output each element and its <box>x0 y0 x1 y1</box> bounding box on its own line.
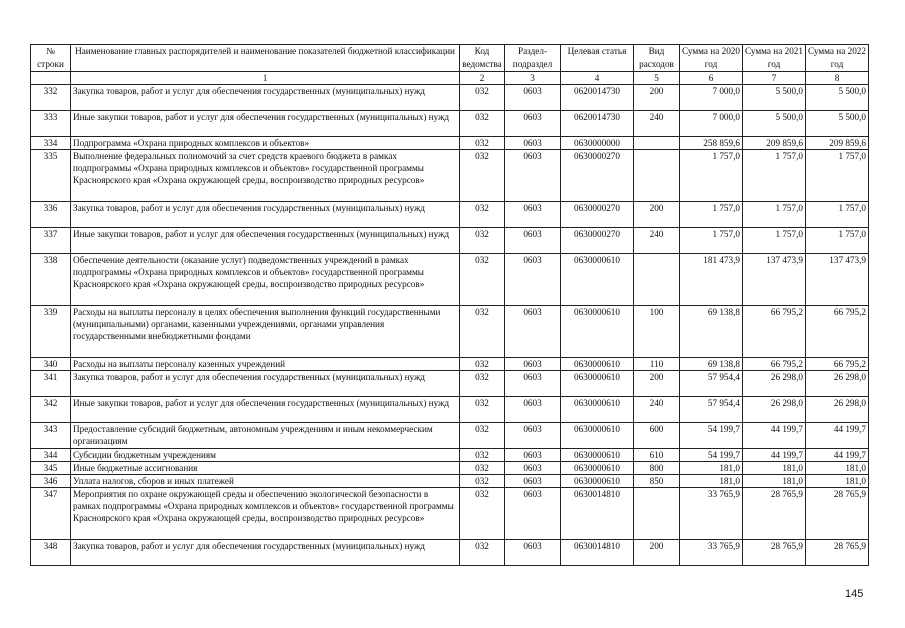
row-number: 340 <box>31 358 71 371</box>
row-number: 341 <box>31 371 71 397</box>
department-code: 032 <box>460 306 505 358</box>
table-row <box>31 150 869 202</box>
section-code: 0603 <box>505 488 561 540</box>
sum-2021: 44 199,7 <box>743 449 806 462</box>
row-number: 339 <box>31 306 71 358</box>
sum-2021: 26 298,0 <box>743 371 806 397</box>
sum-2020: 1 757,0 <box>680 202 743 228</box>
row-number: 345 <box>31 462 71 475</box>
table-row <box>31 449 869 462</box>
column-number: 3 <box>505 72 561 85</box>
row-number: 334 <box>31 137 71 150</box>
section-code: 0603 <box>505 449 561 462</box>
sum-2021: 181,0 <box>743 475 806 488</box>
table-row <box>31 488 869 540</box>
sum-2022: 181,0 <box>806 475 869 488</box>
department-code: 032 <box>460 358 505 371</box>
target-article: 0630000610 <box>561 397 634 423</box>
section-code: 0603 <box>505 306 561 358</box>
sum-2020: 57 954,4 <box>680 371 743 397</box>
sum-2020: 69 138,8 <box>680 358 743 371</box>
header-sum-2020: Сумма на 2020 год <box>680 45 743 72</box>
sum-2021: 28 765,9 <box>743 540 806 566</box>
sum-2021: 5 500,0 <box>743 85 806 111</box>
sum-2022: 44 199,7 <box>806 449 869 462</box>
target-article: 0630000000 <box>561 137 634 150</box>
header-row-number: № строки <box>31 45 71 72</box>
sum-2020: 33 765,9 <box>680 540 743 566</box>
table-row <box>31 111 869 137</box>
department-code: 032 <box>460 150 505 202</box>
target-article: 0630000610 <box>561 358 634 371</box>
sum-2021: 137 473,9 <box>743 254 806 306</box>
target-article: 0630000610 <box>561 475 634 488</box>
table-row <box>31 423 869 449</box>
section-code: 0603 <box>505 137 561 150</box>
expense-type: 200 <box>634 540 680 566</box>
target-article: 0630000270 <box>561 202 634 228</box>
table-row <box>31 254 869 306</box>
row-name: Закупка товаров, работ и услуг для обеспечения государственных (муниципальных) нужд <box>71 202 460 228</box>
sum-2021: 26 298,0 <box>743 397 806 423</box>
row-name: Расходы на выплаты персоналу в целях обеспечения выполнения функций государственными (муниципальными) органами, казенными учреждениями, органами управления государственными внебюджетными фондами <box>71 306 460 358</box>
sum-2021: 28 765,9 <box>743 488 806 540</box>
table-row <box>31 137 869 150</box>
sum-2020: 69 138,8 <box>680 306 743 358</box>
sum-2022: 66 795,2 <box>806 306 869 358</box>
row-name: Подпрограмма «Охрана природных комплексов и объектов» <box>71 137 460 150</box>
row-name: Субсидии бюджетным учреждениям <box>71 449 460 462</box>
target-article: 0630000610 <box>561 423 634 449</box>
department-code: 032 <box>460 202 505 228</box>
header-expense-type: Вид расходов <box>634 45 680 72</box>
section-code: 0603 <box>505 475 561 488</box>
target-article: 0630000270 <box>561 150 634 202</box>
expense-type: 200 <box>634 85 680 111</box>
expense-type <box>634 150 680 202</box>
department-code: 032 <box>460 462 505 475</box>
sum-2022: 5 500,0 <box>806 85 869 111</box>
expense-type: 240 <box>634 397 680 423</box>
budget-table <box>30 44 869 566</box>
row-name: Иные закупки товаров, работ и услуг для обеспечения государственных (муниципальных) нужд <box>71 397 460 423</box>
sum-2020: 57 954,4 <box>680 397 743 423</box>
row-name: Предоставление субсидий бюджетным, автономным учреждениям и иным некоммерческим организациям <box>71 423 460 449</box>
department-code: 032 <box>460 488 505 540</box>
expense-type <box>634 488 680 540</box>
row-number: 337 <box>31 228 71 254</box>
expense-type: 610 <box>634 449 680 462</box>
expense-type: 200 <box>634 371 680 397</box>
row-number: 333 <box>31 111 71 137</box>
sum-2022: 5 500,0 <box>806 111 869 137</box>
sum-2022: 26 298,0 <box>806 397 869 423</box>
section-code: 0603 <box>505 85 561 111</box>
sum-2021: 1 757,0 <box>743 202 806 228</box>
table-row <box>31 85 869 111</box>
department-code: 032 <box>460 111 505 137</box>
section-code: 0603 <box>505 228 561 254</box>
sum-2022: 44 199,7 <box>806 423 869 449</box>
row-number: 346 <box>31 475 71 488</box>
department-code: 032 <box>460 85 505 111</box>
sum-2020: 1 757,0 <box>680 228 743 254</box>
row-name: Иные закупки товаров, работ и услуг для обеспечения государственных (муниципальных) нужд <box>71 111 460 137</box>
expense-type: 240 <box>634 111 680 137</box>
table-row <box>31 540 869 566</box>
table-row <box>31 228 869 254</box>
column-number: 4 <box>561 72 634 85</box>
sum-2021: 44 199,7 <box>743 423 806 449</box>
expense-type: 850 <box>634 475 680 488</box>
row-name: Расходы на выплаты персоналу казенных учреждений <box>71 358 460 371</box>
department-code: 032 <box>460 371 505 397</box>
row-number: 344 <box>31 449 71 462</box>
sum-2022: 1 757,0 <box>806 228 869 254</box>
section-code: 0603 <box>505 150 561 202</box>
sum-2020: 1 757,0 <box>680 150 743 202</box>
row-number: 336 <box>31 202 71 228</box>
header-section: Раздел-подраздел <box>505 45 561 72</box>
column-number: 6 <box>680 72 743 85</box>
section-code: 0603 <box>505 423 561 449</box>
row-number: 338 <box>31 254 71 306</box>
expense-type: 200 <box>634 202 680 228</box>
sum-2022: 209 859,6 <box>806 137 869 150</box>
column-number: 2 <box>460 72 505 85</box>
sum-2022: 28 765,9 <box>806 540 869 566</box>
sum-2022: 137 473,9 <box>806 254 869 306</box>
department-code: 032 <box>460 254 505 306</box>
sum-2021: 5 500,0 <box>743 111 806 137</box>
department-code: 032 <box>460 475 505 488</box>
sum-2020: 181,0 <box>680 462 743 475</box>
sum-2022: 28 765,9 <box>806 488 869 540</box>
table-row <box>31 475 869 488</box>
sum-2020: 54 199,7 <box>680 423 743 449</box>
page-number: 145 <box>845 588 864 600</box>
row-name: Закупка товаров, работ и услуг для обеспечения государственных (муниципальных) нужд <box>71 85 460 111</box>
department-code: 032 <box>460 540 505 566</box>
row-number: 343 <box>31 423 71 449</box>
sum-2021: 181,0 <box>743 462 806 475</box>
section-code: 0603 <box>505 202 561 228</box>
section-code: 0603 <box>505 462 561 475</box>
table-row <box>31 462 869 475</box>
table-row <box>31 306 869 358</box>
target-article: 0630014810 <box>561 488 634 540</box>
sum-2021: 209 859,6 <box>743 137 806 150</box>
column-number-row <box>31 72 869 85</box>
row-number: 332 <box>31 85 71 111</box>
row-name: Иные закупки товаров, работ и услуг для обеспечения государственных (муниципальных) нужд <box>71 228 460 254</box>
department-code: 032 <box>460 137 505 150</box>
table-row <box>31 358 869 371</box>
target-article: 0630014810 <box>561 540 634 566</box>
header-target-article: Целевая статья <box>561 45 634 72</box>
expense-type: 240 <box>634 228 680 254</box>
target-article: 0620014730 <box>561 111 634 137</box>
row-number: 347 <box>31 488 71 540</box>
section-code: 0603 <box>505 254 561 306</box>
department-code: 032 <box>460 449 505 462</box>
column-number: 8 <box>806 72 869 85</box>
section-code: 0603 <box>505 111 561 137</box>
sum-2022: 1 757,0 <box>806 202 869 228</box>
sum-2020: 181,0 <box>680 475 743 488</box>
target-article: 0630000610 <box>561 462 634 475</box>
target-article: 0630000610 <box>561 254 634 306</box>
sum-2021: 66 795,2 <box>743 306 806 358</box>
department-code: 032 <box>460 228 505 254</box>
row-name: Обеспечение деятельности (оказание услуг) подведомственных учреждений в рамках подпрограммы «Охрана природных комплексов и объектов» государственной программы Красноярского края «Охрана окружающей среды, воспроизводство природных ресурсов» <box>71 254 460 306</box>
sum-2022: 181,0 <box>806 462 869 475</box>
sum-2022: 26 298,0 <box>806 371 869 397</box>
table-row <box>31 202 869 228</box>
expense-type <box>634 137 680 150</box>
sum-2020: 181 473,9 <box>680 254 743 306</box>
section-code: 0603 <box>505 358 561 371</box>
sum-2022: 1 757,0 <box>806 150 869 202</box>
header-sum-2022: Сумма на 2022 год <box>806 45 869 72</box>
sum-2020: 7 000,0 <box>680 85 743 111</box>
header-department-code: Код ведомства <box>460 45 505 72</box>
target-article: 0630000270 <box>561 228 634 254</box>
row-name: Закупка товаров, работ и услуг для обеспечения государственных (муниципальных) нужд <box>71 540 460 566</box>
expense-type: 600 <box>634 423 680 449</box>
sum-2020: 258 859,6 <box>680 137 743 150</box>
table-body <box>31 85 869 566</box>
header-name: Наименование главных распорядителей и наименование показателей бюджетной классификации <box>71 45 460 72</box>
column-number: 7 <box>743 72 806 85</box>
row-name: Мероприятия по охране окружающей среды и обеспечению экологической безопасности в рамках подпрограммы «Охрана природных комплексов и объектов» государственной программы Красноярского края «Охрана окружающей среды, воспроизводство природных ресурсов» <box>71 488 460 540</box>
section-code: 0603 <box>505 371 561 397</box>
table-row <box>31 371 869 397</box>
column-number: 1 <box>71 72 460 85</box>
sum-2022: 66 795,2 <box>806 358 869 371</box>
column-number: 5 <box>634 72 680 85</box>
section-code: 0603 <box>505 397 561 423</box>
expense-type: 800 <box>634 462 680 475</box>
sum-2021: 1 757,0 <box>743 228 806 254</box>
row-name: Закупка товаров, работ и услуг для обеспечения государственных (муниципальных) нужд <box>71 371 460 397</box>
sum-2020: 54 199,7 <box>680 449 743 462</box>
row-name: Выполнение федеральных полномочий за счет средств краевого бюджета в рамках подпрограммы «Охрана природных комплексов и объектов» государственной программы Красноярского края «Охрана окружающей среды, воспроизводство природных ресурсов» <box>71 150 460 202</box>
target-article: 0630000610 <box>561 371 634 397</box>
expense-type <box>634 254 680 306</box>
header-sum-2021: Сумма на 2021 год <box>743 45 806 72</box>
row-name: Уплата налогов, сборов и иных платежей <box>71 475 460 488</box>
sum-2020: 7 000,0 <box>680 111 743 137</box>
department-code: 032 <box>460 423 505 449</box>
table-row <box>31 397 869 423</box>
row-name: Иные бюджетные ассигнования <box>71 462 460 475</box>
row-number: 348 <box>31 540 71 566</box>
sum-2020: 33 765,9 <box>680 488 743 540</box>
row-number: 335 <box>31 150 71 202</box>
expense-type: 110 <box>634 358 680 371</box>
department-code: 032 <box>460 397 505 423</box>
column-number <box>31 72 71 85</box>
section-code: 0603 <box>505 540 561 566</box>
target-article: 0630000610 <box>561 449 634 462</box>
sum-2021: 66 795,2 <box>743 358 806 371</box>
row-number: 342 <box>31 397 71 423</box>
target-article: 0630000610 <box>561 306 634 358</box>
expense-type: 100 <box>634 306 680 358</box>
header-row <box>31 45 869 72</box>
target-article: 0620014730 <box>561 85 634 111</box>
sum-2021: 1 757,0 <box>743 150 806 202</box>
